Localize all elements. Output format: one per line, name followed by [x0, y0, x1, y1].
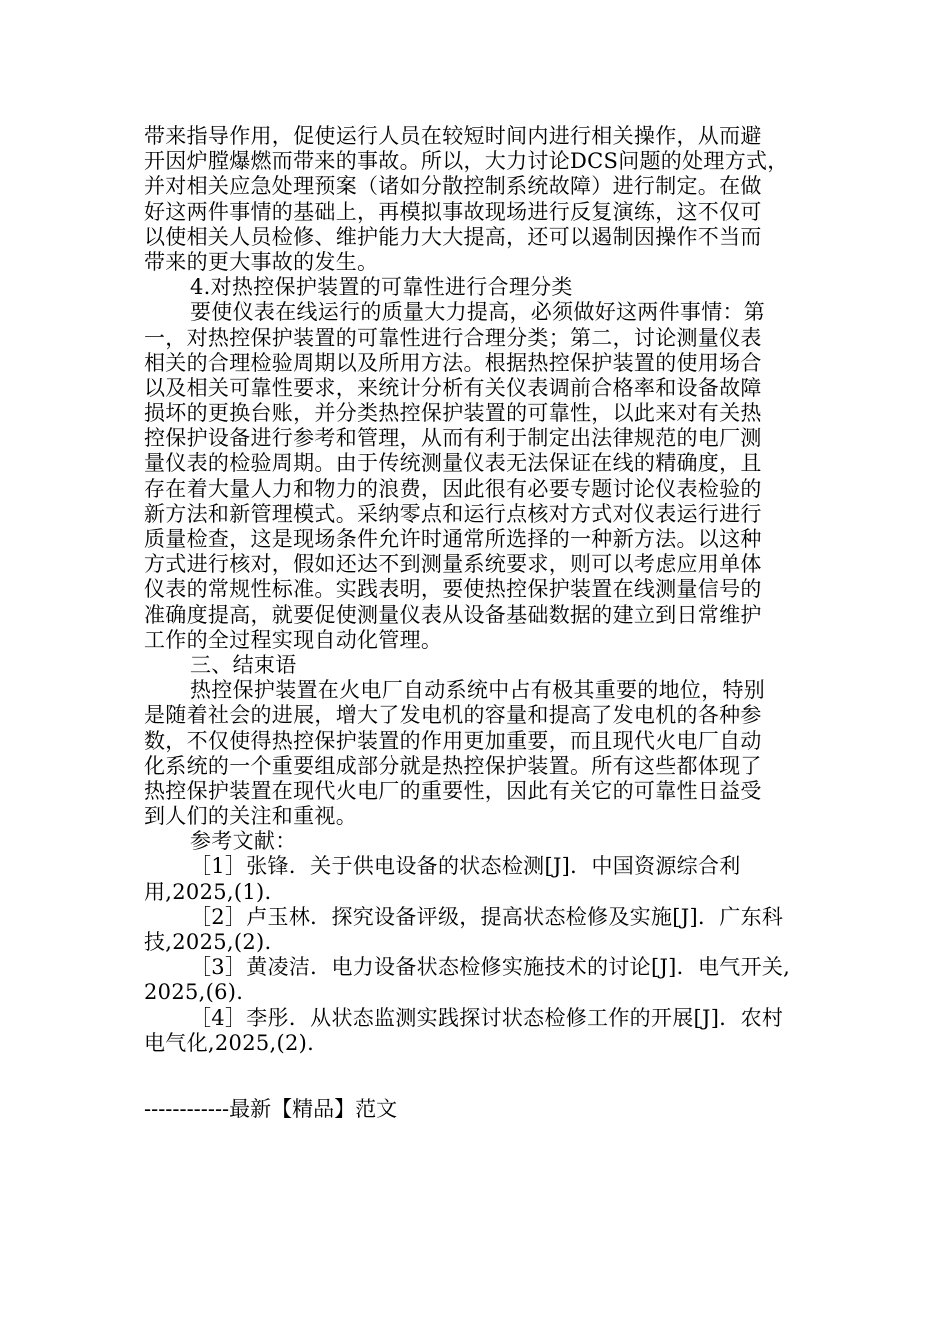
text-line: 带来的更大事故的发生。 — [144, 249, 379, 274]
text-line: 数，不仅使得热控保护装置的作用更加重要，而且现代火电厂自动 — [144, 728, 762, 753]
text-line: 相关的合理检验周期以及所用方法。根据热控保护装置的使用场合 — [144, 350, 762, 375]
text-line: 化系统的一个重要组成部分就是热控保护装置。所有这些都体现了 — [144, 753, 762, 778]
section-heading: 三、结束语 — [190, 652, 297, 677]
text-line: 是随着社会的进展，增大了发电机的容量和提高了发电机的各种参 — [144, 703, 762, 728]
text-line: 一，对热控保护装置的可靠性进行合理分类；第二，讨论测量仪表 — [144, 325, 762, 350]
text-line: 工作的全过程实现自动化管理。 — [144, 627, 443, 652]
references-heading: 参考文献： — [190, 829, 297, 854]
text-line: 存在着大量人力和物力的浪费，因此很有必要专题讨论仪表检验的 — [144, 476, 762, 501]
reference-item: 技,2025,(2). — [144, 930, 272, 954]
reference-item: 用,2025,(1). — [144, 879, 272, 904]
reference-item: 2025,(6). — [144, 980, 244, 1005]
text-line: 热控保护装置在火电厂自动系统中占有极其重要的地位，特别 — [190, 678, 766, 703]
text-line: 开因炉膛爆燃而带来的事故。所以，大力讨论DCS问题的处理方式， — [144, 149, 789, 174]
text-line: 新方法和新管理模式。采纳零点和运行点核对方式对仪表运行进行 — [144, 501, 762, 526]
document-body — [144, 124, 806, 1056]
footer-text: ------------最新【精品】范文 — [144, 1097, 398, 1121]
text-line: 以及相关可靠性要求，来统计分析有关仪表调前合格率和设备故障 — [144, 375, 762, 400]
reference-item: ［1］张锋．关于供电设备的状态检测[J]．中国资源综合利 — [190, 854, 741, 879]
reference-item: ［3］黄凌洁．电力设备状态检修实施技术的讨论[J]．电气开关, — [190, 955, 791, 980]
reference-item: ［2］卢玉林．探究设备评级，提高状态检修及实施[J]．广东科 — [190, 904, 784, 929]
text-line: 好这两件事情的基础上，再模拟事故现场进行反复演练，这不仅可 — [144, 199, 762, 224]
text-line: 量仪表的检验周期。由于传统测量仪表无法保证在线的精确度，且 — [144, 451, 762, 476]
text-line: 热控保护装置在现代火电厂的重要性，因此有关它的可靠性日益受 — [144, 778, 762, 803]
text-line: 带来指导作用，促使运行人员在较短时间内进行相关操作，从而避 — [144, 124, 762, 148]
reference-item: ［4］李彤．从状态监测实践探讨状态检修工作的开展[J]．农村 — [190, 1005, 784, 1030]
text-line: 损坏的更换台账，并分类热控保护装置的可靠性，以此来对有关热 — [144, 401, 762, 426]
text-line: 仪表的常规性标准。实践表明，要使热控保护装置在线测量信号的 — [144, 577, 762, 602]
text-line: 方式进行核对，假如还达不到测量系统要求，则可以考虑应用单体 — [144, 552, 762, 577]
text-line: 到人们的关注和重视。 — [144, 804, 357, 829]
text-line: 并对相关应急处理预案（诸如分散控制系统故障）进行制定。在做 — [144, 174, 762, 199]
reference-item: 电气化,2025,(2). — [144, 1030, 315, 1055]
text-line: 质量检查，这是现场条件允许时通常所选择的一种新方法。以这种 — [144, 527, 762, 551]
section-heading: 4.对热控保护装置的可靠性进行合理分类 — [190, 275, 573, 300]
text-line: 准确度提高，就要促使测量仪表从设备基础数据的建立到日常维护 — [144, 602, 762, 627]
text-line: 控保护设备进行参考和管理，从而有利于制定出法律规范的电厂测 — [144, 426, 762, 451]
text-line: 以使相关人员检修、维护能力大大提高，还可以遏制因操作不当而 — [144, 224, 762, 249]
text-line: 要使仪表在线运行的质量大力提高，必须做好这两件事情：第 — [190, 300, 766, 325]
